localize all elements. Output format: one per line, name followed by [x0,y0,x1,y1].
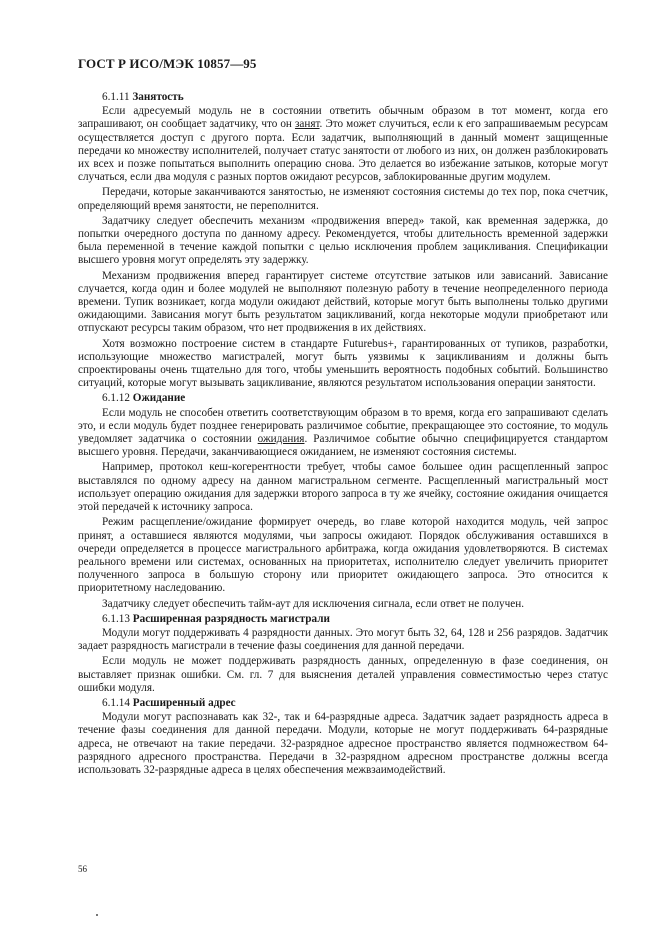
section-heading-wait [102,392,608,405]
underlined-term: занят [294,118,320,131]
section-heading-extended-address [102,697,608,710]
paragraph: Хотя возможно построение систем в стандарте Futurebus+, гарантированных от тупиков, разработки, использующие множество магистралей, могут быть уязвимы к зацикливаниям и должны быть спроектированы очень тщательно для того, чтобы уменьшить вероятность подобных событий. Большинство ситуаций, которые могут вызывать зацикливание, являются результатом использования операции занятости. [78,337,608,390]
paragraph [78,105,608,184]
section-number: 6.1.14 [102,696,130,709]
paragraph: Задатчику следует обеспечить механизм «продвижения вперед» такой, как временная задержка, до попытки очередного доступа по данному адресу. Рекомендуется, чтобы длительность временной задержки была переменной в течение каждой попытки с целью исключения проблем зацикливания. Спецификации высшего уровня могут определять эту задержку. [78,214,608,267]
paragraph: Модули могут распознавать как 32-, так и 64-разрядные адреса. Задатчик задает разрядность адреса в течение фазы соединения для данной передачи. Модули, которые не могут поддерживать 64-разрядные адреса, не отвечают на такие передачи. 32-разрядное адресное пространство является подмножеством 64-разрядного адресного пространства. Передачи в 32-разрядном адресном пространстве должны всегда использовать 32-разрядные адреса в целях обеспечения межвзаимодействий. [78,711,608,776]
underlined-term: ожидания [257,433,305,446]
paragraph: Механизм продвижения вперед гарантирует системе отсутствие затыков или зависаний. Зависание случается, когда один и более модулей не выполняют полезную работу в течение неопределенного периода времени. Тупик возникает, когда модули ожидают действий, которые могут быть выполнены только другими ожидающими. Зависания могут быть результатом зацикливаний, когда некоторые модули приобретают или отпускают ресурсы таким образом, что нет продвижения в их действиях. [78,269,608,335]
paragraph-text: . Это может случиться, если к его запрашиваемым ресурсам осуществляется доступ с другого порта. Если задатчик, выполняющий в данный момент защищенные передачи ко множеству исполнителей, получает статус занятости от любого из них, он должен разблокировать их всех и позже попытаться выполнить операцию снова. Это делается во избежание затыков, которые могут случаться, если два модуля с разных портов ожидают ресурсов, заблокированные другим модулем. [78,118,608,184]
paragraph: Например, протокол кеш-когерентности требует, чтобы самое большее один расщепленный запрос выставлялся по одному адресу на данном магистральном сегменте. Расщепленный магистральный мост использует операцию ожидания для задержки второго запроса в ту же ячейку, состояние ожидания очищается этой передачей к источнику запроса. [78,461,608,514]
paragraph: Если модуль не может поддерживать разрядность данных, определенную в фазе соединения, он выставляет признак ошибки. См. гл. 7 для выяснения деталей управления совместимостью через статус ошибки модуля. [78,655,608,694]
section-title: Ожидание [132,392,186,405]
section-heading-busy [102,91,608,104]
section-title: Расширенная разрядность магистрали [132,612,330,625]
page-number: 56 [78,864,87,874]
paragraph: Модули могут поддерживать 4 разрядности данных. Это могут быть 32, 64, 128 и 256 разрядов. Задатчик задает разрядность магистрали в течение фазы соединения для данной передачи. [78,626,608,653]
section-title: Занятость [132,91,184,103]
section-title: Расширенный адрес [132,696,236,709]
paragraph-text: Если адресуемый модуль не в состоянии ответить обычным образом в тот момент, когда его запрашивают, он сообщает задатчику, что он [78,105,608,131]
paragraph-text: Если модуль не способен ответить соответствующим образом в то время, когда его запрашивают сделать это, и если модуль будет позднее генерировать различимое событие, прекращающее это состояние, то модуль уведомляет задатчика о состоянии [78,406,608,446]
paragraph [78,407,608,460]
paragraph: Передачи, которые заканчиваются занятостью, не изменяют состояния системы до тех пор, пока счетчик, определяющий время занятости, не переполнится. [78,186,608,212]
document-header: ГОСТ Р ИСО/МЭК 10857—95 [78,56,257,71]
document-body [78,91,608,779]
section-number: 6.1.12 [102,392,130,405]
section-heading-bus-width [102,613,608,626]
section-number: 6.1.13 [102,612,130,625]
paragraph: Задатчику следует обеспечить тайм-аут для исключения сигнала, если ответ не получен. [102,597,525,610]
paragraph-text: . Различимое событие обычно специфицируется стандартом высшего уровня. Передачи, заканчивающиеся ожиданием, не изменяют состояния системы. [78,433,608,459]
paragraph: Режим расщепление/ожидание формирует очередь, во главе которой находится модуль, чей запрос принят, а оставшиеся являются модулями, чьи запросы ожидают. Порядок обслуживания оставшихся в очереди определяется в процессе магистрального арбитража, когда ожидания удовлетворяются. В системах реального времени или системах, основанных на приоритетах, исполнителю следует увеличить приоритет полученного запроса в большую сторону или приоритет ожидающего запроса. Это относится к приоритетному наследованию. [78,516,608,595]
section-number: 6.1.11 [102,91,130,103]
scan-speck [96,914,98,916]
